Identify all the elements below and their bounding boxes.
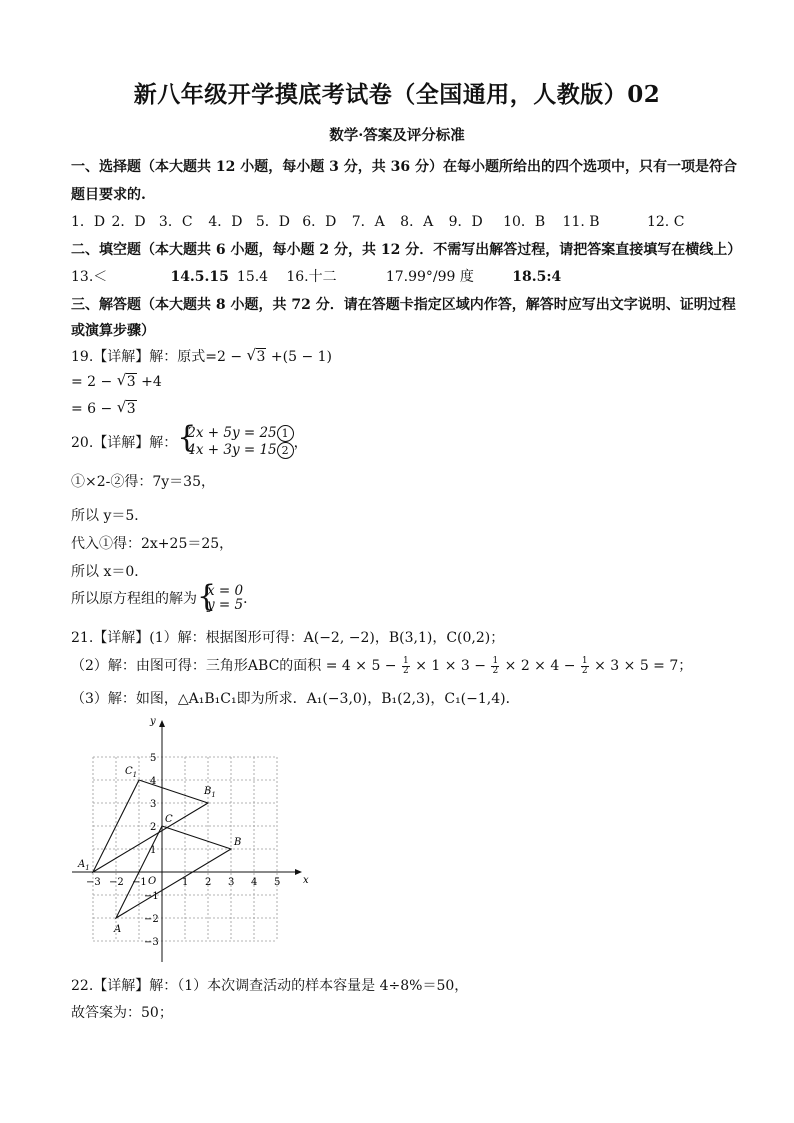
answer-item: 10．B: [503, 214, 546, 230]
answer-item: 15.4: [236, 269, 269, 285]
q21-line2: （2）解：由图可得：三角形ABC的面积 = 4 × 5 − $\frac{1}{2}$ × 1 × 3 − $\frac{1}{2}$ × 2 × 4 − $\frac{1}{2}$ × 3 × 5 = 7；: [71, 655, 693, 676]
y-tick-label: 4: [150, 776, 157, 787]
q21-line3: （3）解：如图，△A₁B₁C₁即为所求．A₁(−3,0)，B₁(2,3)，C₁(−1,4)．: [71, 691, 520, 707]
q20-line2: 所以 y＝5．: [71, 508, 149, 524]
answer-item: 12. C: [646, 214, 685, 230]
equation-system: { 2x + 5y = 25 1 4x + 3y = 15 2: [177, 425, 293, 459]
sqrt-symbol: √ 3: [117, 374, 137, 390]
x-tick-label: 5: [274, 877, 281, 888]
q20-system: 20.【详解】解： { 2x + 5y = 25 1 4x + 3y = 15 2 ，: [71, 420, 308, 458]
y-tick-label: −2: [144, 914, 159, 925]
x-tick-label: 1: [182, 877, 189, 888]
point-label-a: A: [114, 924, 122, 935]
page-title: 新八年级开学摸底考试卷（全国通用，人教版）02: [133, 81, 661, 108]
x-tick-label: −2: [109, 877, 124, 888]
q21-line1: 21.【详解】(1）解：根据图形可得：A(−2, −2)，B(3,1)，C(0,2)；: [71, 630, 505, 646]
answer-item: 3．C: [158, 214, 193, 230]
x-axis-label: x: [303, 875, 309, 886]
section1-answers: [71, 211, 687, 231]
fraction: $\frac{1}{2}$: [403, 655, 409, 676]
section2-heading: 二、填空题（本大题共 6 小题，每小题 2 分，共 12 分．不需写出解答过程，请把答案直接填写在横线上）: [71, 242, 742, 258]
y-tick-label: 5: [150, 753, 157, 764]
section1-heading-line1: 一、选择题（本大题共 12 小题，每小题 3 分，共 36 分）在每小题所给出的四个选项中，只有一项是符合: [71, 159, 737, 175]
answer-item: 4．D: [208, 214, 243, 230]
answer-item: 5．D: [255, 214, 290, 230]
circled-number: 2: [277, 442, 294, 459]
answer-item: 14.5.15: [170, 269, 229, 285]
y-tick-label: 3: [150, 799, 157, 810]
q22-line1: 22.【详解】解：（1）本次调查活动的样本容量是 4÷8%＝50，: [71, 978, 469, 994]
grid-lines: [93, 757, 277, 941]
answer-item: 2．D: [111, 214, 146, 230]
x-tick-label: 3: [228, 877, 235, 888]
sqrt-symbol: √ 3: [247, 349, 267, 365]
section1-heading-line2: 题目要求的.: [71, 187, 146, 203]
y-tick-label: 2: [150, 822, 157, 833]
circled-number: 1: [277, 425, 294, 442]
answer-item: 17.99°/99 度: [385, 269, 474, 285]
q20-label: 20.【详解】解：: [71, 435, 178, 451]
origin-label: O: [148, 876, 157, 887]
x-tick-label: −3: [86, 877, 101, 888]
x-tick-label: −1: [132, 877, 147, 888]
answer-item: 11. B: [562, 214, 600, 230]
fraction: $\frac{1}{2}$: [581, 655, 588, 676]
answer-item: 6．D: [302, 214, 337, 230]
answer-item: 13.＜: [71, 269, 108, 285]
point-label-b: B: [234, 837, 242, 848]
coordinate-graph: [70, 712, 315, 967]
q20-line3: 代入①得：2x+25＝25，: [71, 536, 234, 552]
answer-item: 1．D: [71, 214, 106, 230]
q19-label: 19.【详解】解：原式=: [71, 349, 217, 365]
point-label-b1: $B_1$: [204, 786, 216, 799]
x-tick-label: 2: [205, 877, 212, 888]
y-axis-label: y: [150, 716, 156, 727]
page-subtitle: 数学·答案及评分标准: [329, 127, 465, 144]
x-tick-label: 4: [251, 877, 258, 888]
section3-heading-line2: 或演算步骤）: [71, 323, 155, 339]
answer-item: 7．A: [351, 214, 385, 230]
solution-system: { x = 0 y = 5: [197, 579, 244, 614]
y-tick-label: −3: [144, 937, 159, 948]
q22-line2: 故答案为：50；: [71, 1005, 173, 1021]
answer-item: 9．D: [448, 214, 483, 230]
sqrt-symbol: √ 3: [117, 401, 137, 417]
point-label-a1: $A_1$: [78, 859, 90, 872]
y-tick-label: 1: [150, 845, 157, 856]
point-label-c1: $C_1$: [125, 766, 138, 779]
q20-solution: 所以原方程组的解为 { x = 0 y = 5 ．: [71, 579, 258, 614]
x-axis-arrow: [295, 869, 302, 875]
q20-line1: ①×2-②得：7y＝35，: [71, 474, 215, 490]
answer-item: 18.5:4: [512, 269, 562, 285]
answer-item: 16.十二: [286, 269, 337, 285]
q19-line3: = 6 − √ 3: [71, 401, 137, 417]
q19-line1: 19.【详解】解：原式=2 − √ 3 +(5 − 1): [71, 346, 332, 366]
q19-line2: = 2 − √ 3 +4: [71, 374, 162, 390]
fraction: $\frac{1}{2}$: [492, 655, 499, 676]
answer-item: 8．A: [400, 214, 434, 230]
section2-answers: [71, 266, 572, 286]
y-tick-label: −1: [144, 891, 159, 902]
point-label-c: C: [165, 814, 173, 825]
q20-line4: 所以 x＝0．: [71, 564, 149, 580]
section3-heading-line1: 三、解答题（本大题共 8 小题，共 72 分．请在答题卡指定区域内作答，解答时应写出文字说明、证明过程: [71, 297, 736, 313]
y-axis-arrow: [159, 720, 165, 727]
